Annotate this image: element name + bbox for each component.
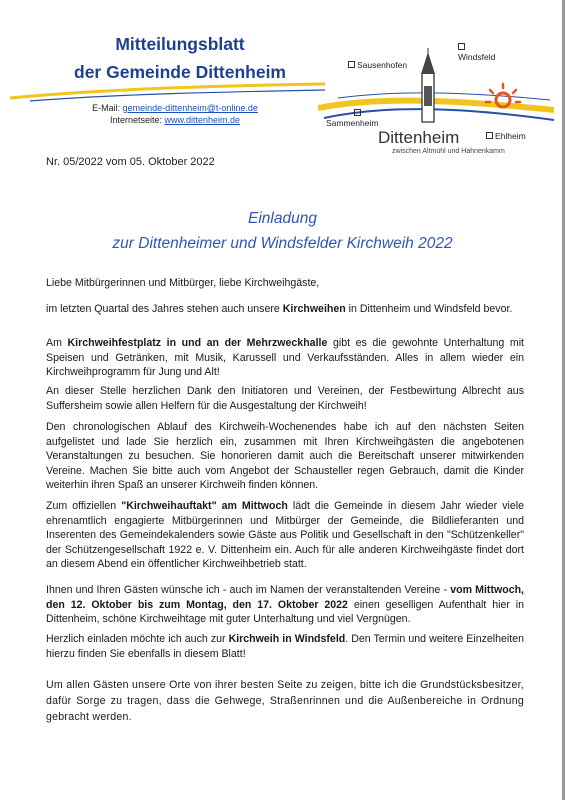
paragraph-5: Zum offiziellen "Kirchweihauftakt" am Mittwoch lädt die Gemeinde in diesem Jahr wieder viele ehrenamtlich engagierte Mitbürgerinnen und Mitbürger der Gemeinde, die Bildlieferanten und Inserenten des Gemeindekalenders sowie Gäste aus Politik und Gesellschaft in den "Schützenkeller" der Schützengesellschaft 1922 e. V. Dittenheim ein. Auch für alle anderen Kirchweihgäste findet dort an diesem Abend ein öffentlicher Kirchweihbetrieb statt. [46, 500, 524, 570]
paragraph-2: Am Kirchweihfestplatz in und an der Mehrzweckhalle gibt es die gewohnte Unterhaltung mit Speisen und Getränken, mit Musik, Karussell und Verkaufsständen. Alles in allem wieder ein Kirchweihprogramm für Jung und Alt! [46, 337, 525, 378]
masthead-title-line2: der Gemeinde Dittenheim [74, 62, 286, 82]
village-windsfeld: Windsfeld [458, 42, 495, 62]
headline-line2: zur Dittenheimer und Windsfelder Kirchweih 2022 [112, 235, 453, 252]
paragraph-salutation: Liebe Mitbürgerinnen und Mitbürger, liebe Kirchweihgäste, [46, 277, 320, 289]
website-link[interactable]: www.dittenheim.de [164, 114, 241, 125]
masthead-title-line1: Mitteilungsblatt [115, 34, 245, 54]
paragraph-3: An dieser Stelle herzlichen Dank den Initiatoren und Vereinen, der Festbewirtung Albrecht aus Suffersheim sowie allen Helfern für die Ausgestaltung der Kirchweih! [46, 385, 524, 412]
village-sausenhofen: Sausenhofen [348, 60, 407, 70]
paragraph-1: im letzten Quartal des Jahres stehen auch unsere Kirchweihen in Dittenheim und Windsfeld bevor. [46, 303, 513, 315]
email-label: E-Mail: [92, 103, 121, 113]
email-link[interactable]: gemeinde-dittenheim@t-online.de [122, 103, 258, 113]
paragraph-6: Ihnen und Ihren Gästen wünsche ich - auch im Namen der veranstaltenden Vereine - vom Mittwoch, den 12. Oktober bis zum Montag, den 17. Oktober 2022 einen geselligen Aufenthalt hier in Dittenheim, schöne Kirchweihtage mit guter Unterhaltung und viel Vergnügen. [46, 584, 524, 625]
village-sammenheim: Sammenheim [326, 108, 378, 128]
logo-subtitle: zwischen Altmühl und Hahnenkamm [392, 148, 505, 155]
paragraph-7: Herzlich einladen möchte ich auch zur Kirchweih in Windsfeld. Den Termin und weitere Einzelheiten hierzu finden Sie ebenfalls in diesem Blatt! [46, 633, 524, 660]
masthead-title [50, 30, 310, 86]
web-label: Internetseite: [109, 114, 162, 125]
municipality-logo [318, 38, 558, 168]
logo-name: Dittenheim [378, 128, 460, 147]
issue-number: Nr. 05/2022 vom 05. Oktober 2022 [46, 156, 215, 168]
paragraph-8: Um allen Gästen unsere Orte von ihrer besten Seite zu zeigen, bitte ich die Grundstücksbesitzer, dafür Sorge zu tragen, dass die Gehwege, Straßenrinnen und die Außenbereiche in Ordnung gebracht werden. [46, 679, 524, 723]
paragraph-4: Den chronologischen Ablauf des Kirchweih-Wochenendes habe ich auf den nächsten Seiten aufgelistet und lade Sie herzlich ein, zusammen mit Ihren Kirchweihgästen die angebotenen Veranstaltungen zu besuchen. Sie honorieren damit auch die Bereitschaft unserer mitwirkenden Vereine. Machen Sie bitte auch vom Angebot der Schausteller regen Gebrauch, damit die Kinder weiterhin ihren Spaß an unserer Kirchweih finden können. [46, 421, 524, 491]
headline-line1: Einladung [248, 210, 317, 227]
contact-block [60, 103, 290, 126]
village-ehlheim: Ehlheim [486, 131, 526, 141]
